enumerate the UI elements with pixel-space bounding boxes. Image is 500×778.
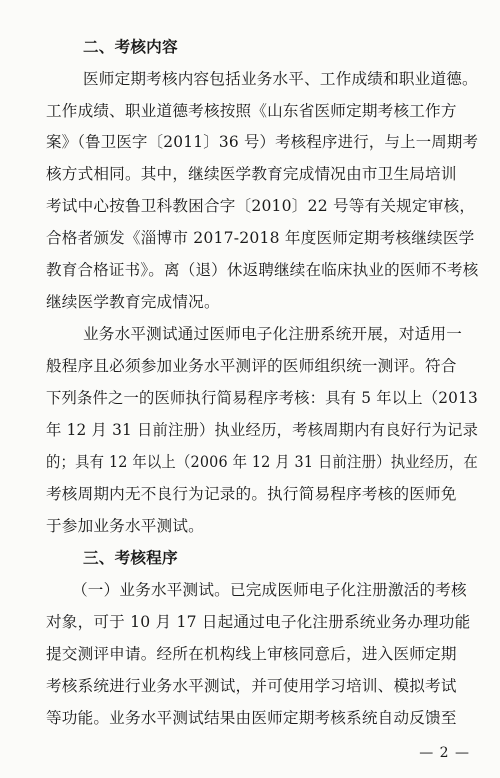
paragraph-line: 下列条件之一的医师执行简易程序考核：具有 5 年以上（2013 xyxy=(46,389,478,407)
paragraph-line: 业务水平测试通过医师电子化注册系统开展，对适用一 xyxy=(83,325,463,343)
paragraph-line: 考核系统进行业务水平测试，并可使用学习培训、模拟考试 xyxy=(46,677,457,695)
paragraph-line: 工作成绩、职业道德考核按照《山东省医师定期考核工作方 xyxy=(46,102,457,120)
paragraph-line: 等功能。业务水平测试结果由医师定期考核系统自动反馈至 xyxy=(46,709,457,727)
paragraph-line: 核方式相同。其中，继续医学教育完成情况由市卫生局培训 xyxy=(46,165,457,183)
paragraph-line: 案》（鲁卫医字〔2011〕36 号）考核程序进行，与上一周期考 xyxy=(46,133,479,151)
paragraph-line: 提交测评申请。经所在机构线上审核同意后，进入医师定期 xyxy=(46,645,457,663)
section-heading-assessment-procedure: 三、考核程序 xyxy=(83,549,178,567)
paragraph-line: 继续医学教育完成情况。 xyxy=(46,293,220,311)
section-heading-assessment-content: 二、考核内容 xyxy=(83,38,178,56)
paragraph-line: （一）业务水平测试。已完成医师电子化注册激活的考核 xyxy=(72,581,467,599)
paragraph-line: 教育合格证书》。离（退）休返聘继续在临床执业的医师不考核 xyxy=(46,261,479,279)
paragraph-line: 年 12 月 31 日前注册）执业经历，考核周期内有良好行为记录 xyxy=(46,421,479,439)
paragraph-line: 合格者颁发《淄博市 2017-2018 年度医师定期考核继续医学 xyxy=(46,229,475,247)
paragraph-line: 的；具有 12 年以上（2006 年 12 月 31 日前注册）执业经历，在 xyxy=(46,453,478,471)
paragraph-line: 般程序且必须参加业务水平测评的医师组织统一测评。符合 xyxy=(46,357,457,375)
paragraph-line: 于参加业务水平测试。 xyxy=(46,517,204,535)
paragraph-line: 考试中心按鲁卫科教困合字〔2010〕22 号等有关规定审核， xyxy=(46,197,476,215)
paragraph-line: 医师定期考核内容包括业务水平、工作成绩和职业道德。 xyxy=(83,70,478,88)
paragraph-line: 考核周期内无不良行为记录的。执行简易程序考核的医师免 xyxy=(46,485,457,503)
page-number: — 2 — xyxy=(419,745,470,761)
paragraph-line: 对象，可于 10 月 17 日起通过电子化注册系统业务办理功能 xyxy=(46,613,471,631)
